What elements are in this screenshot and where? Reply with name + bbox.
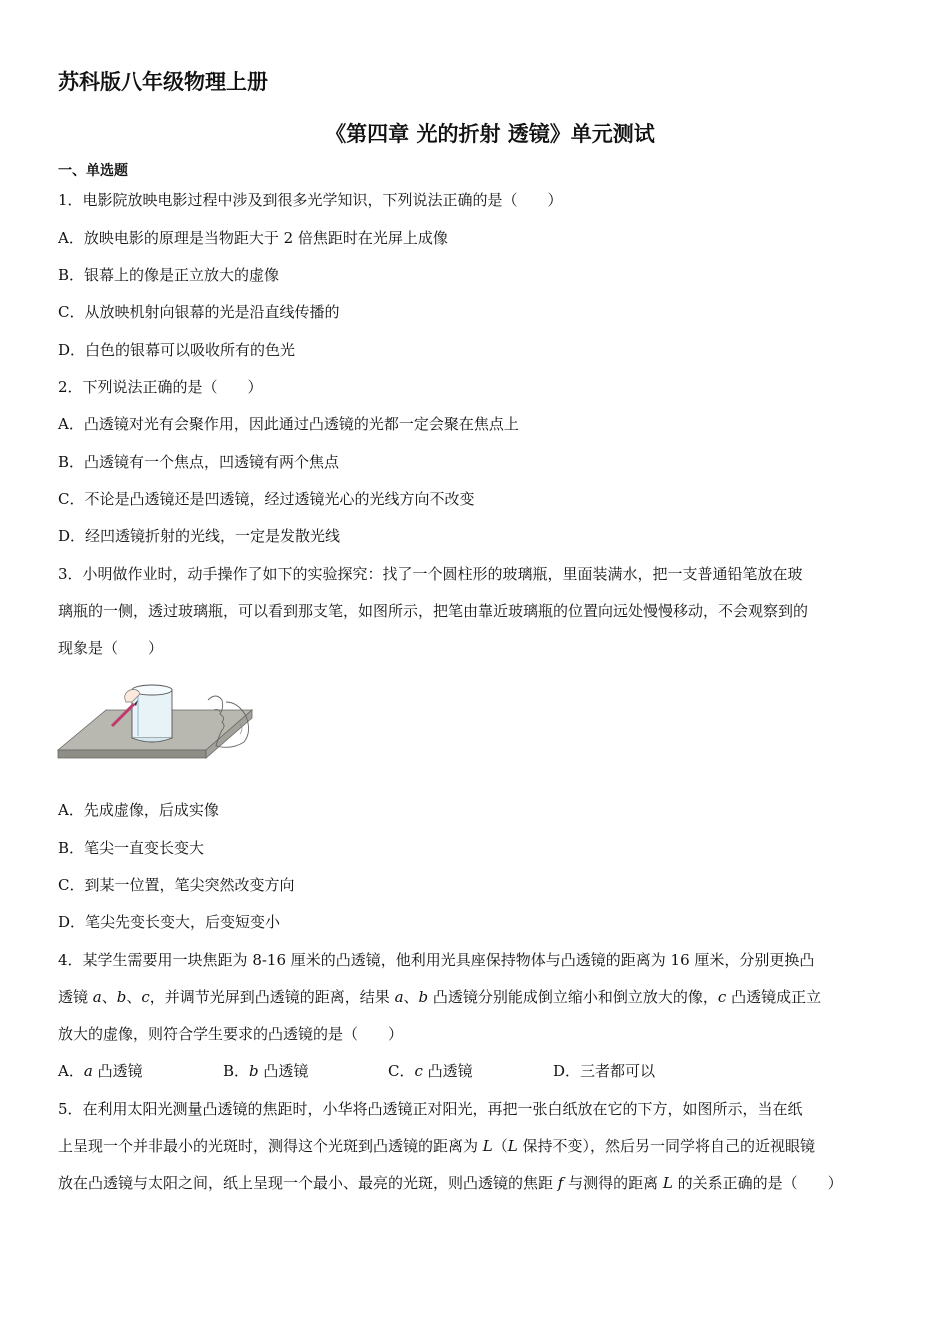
text-run: 、 <box>101 988 117 1006</box>
text-run: 上呈现一个并非最小的光斑时，测得这个光斑到凸透镜的距离为 <box>58 1137 483 1155</box>
text-run: （ <box>492 1137 508 1155</box>
q3-stem-line3: 现象是（ ） <box>58 639 164 657</box>
q2-option-d: D．经凹透镜折射的光线，一定是发散光线 <box>58 527 341 545</box>
text-run: 凸透镜分别能成倒立缩小和倒立放大的像， <box>428 988 718 1006</box>
variable: b <box>116 988 127 1006</box>
q4-stem-line2 <box>58 987 898 1007</box>
q1-stem: 1．电影院放映电影过程中涉及到很多光学知识，下列说法正确的是（ ） <box>58 191 563 209</box>
q5-stem-line1: 5．在利用太阳光测量凸透镜的焦距时，小华将凸透镜正对阳光，再把一张白纸放在它的下方，如图所示，当在纸 <box>58 1100 803 1118</box>
q4-option-b <box>223 1061 308 1081</box>
q2-option-b: B．凸透镜有一个焦点，凹透镜有两个焦点 <box>58 453 340 471</box>
text-run: 凸透镜 <box>258 1062 309 1080</box>
q4-option-c <box>388 1061 473 1081</box>
variable: a <box>92 988 102 1006</box>
q3-option-c: C．到某一位置，笔尖突然改变方向 <box>58 876 295 894</box>
document-subtitle: 苏科版八年级物理上册 <box>58 70 268 94</box>
text-run: ，并调节光屏到凸透镜的距离，结果 <box>149 988 395 1006</box>
text-run: 、 <box>403 988 419 1006</box>
q3-option-b: B．笔尖一直变长变大 <box>58 839 205 857</box>
variable: b <box>249 1062 259 1080</box>
text-run: 凸透镜成正立 <box>726 988 822 1006</box>
glass-bottle-pencil-figure <box>56 680 256 776</box>
text-run: 凸透镜 <box>422 1062 473 1080</box>
q4-stem-line1: 4．某学生需要用一块焦距为 8-16 厘米的凸透镜，他利用光具座保持物体与凸透镜的距离为 16 厘米，分别更换凸 <box>58 951 815 969</box>
q4-option-d: D．三者都可以 <box>553 1062 656 1080</box>
q1-option-d: D．白色的银幕可以吸收所有的色光 <box>58 341 296 359</box>
variable: f <box>557 1174 564 1192</box>
variable: L <box>482 1137 493 1155</box>
text-run: C． <box>388 1062 415 1080</box>
q4-option-a <box>58 1061 143 1081</box>
q3-option-d: D．笔尖先变长变大，后变短变小 <box>58 913 281 931</box>
q2-option-a: A．凸透镜对光有会聚作用，因此通过凸透镜的光都一定会聚在焦点上 <box>58 415 519 433</box>
text-run: A． <box>58 1062 84 1080</box>
q3-option-a: A．先成虚像，后成实像 <box>58 801 219 819</box>
text-run: 凸透镜 <box>92 1062 143 1080</box>
q3-stem-line2: 璃瓶的一侧，透过玻璃瓶，可以看到那支笔，如图所示，把笔由靠近玻璃瓶的位置向远处慢慢移动，不会观察到的 <box>58 602 809 620</box>
q1-option-a: A．放映电影的原理是当物距大于 2 倍焦距时在光屏上成像 <box>58 229 448 247</box>
document-title: 《第四章 光的折射 透镜》单元测试 <box>325 122 655 146</box>
variable: a <box>83 1062 93 1080</box>
variable: L <box>662 1174 673 1192</box>
q2-stem: 2．下列说法正确的是（ ） <box>58 378 263 396</box>
text-run: 与测得的距离 <box>563 1174 663 1192</box>
text-run: 保持不变），然后另一同学将自己的近视眼镜 <box>517 1137 816 1155</box>
q1-option-b: B．银幕上的像是正立放大的虚像 <box>58 266 280 284</box>
q5-stem-line3 <box>58 1173 898 1193</box>
q1-option-c: C．从放映机射向银幕的光是沿直线传播的 <box>58 303 340 321</box>
variable: a <box>394 988 404 1006</box>
text-run: 、 <box>126 988 142 1006</box>
text-run: 透镜 <box>58 988 93 1006</box>
variable: c <box>141 988 150 1006</box>
text-run: 的关系正确的是（ ） <box>672 1174 843 1192</box>
variable: L <box>507 1137 518 1155</box>
variable: b <box>418 988 429 1006</box>
text-run: B． <box>223 1062 250 1080</box>
q2-option-c: C．不论是凸透镜还是凹透镜，经过透镜光心的光线方向不改变 <box>58 490 475 508</box>
variable: c <box>717 988 727 1006</box>
q4-stem-line3: 放大的虚像，则符合学生要求的凸透镜的是（ ） <box>58 1025 404 1043</box>
q3-stem-line1: 3．小明做作业时，动手操作了如下的实验探究：找了一个圆柱形的玻璃瓶，里面装满水，把一支普通铅笔放在玻 <box>58 565 803 583</box>
q5-stem-line2 <box>58 1136 898 1156</box>
variable: c <box>414 1062 423 1080</box>
text-run: 放在凸透镜与太阳之间，纸上呈现一个最小、最亮的光斑，则凸透镜的焦距 <box>58 1174 558 1192</box>
section-heading: 一、单选题 <box>58 163 128 179</box>
